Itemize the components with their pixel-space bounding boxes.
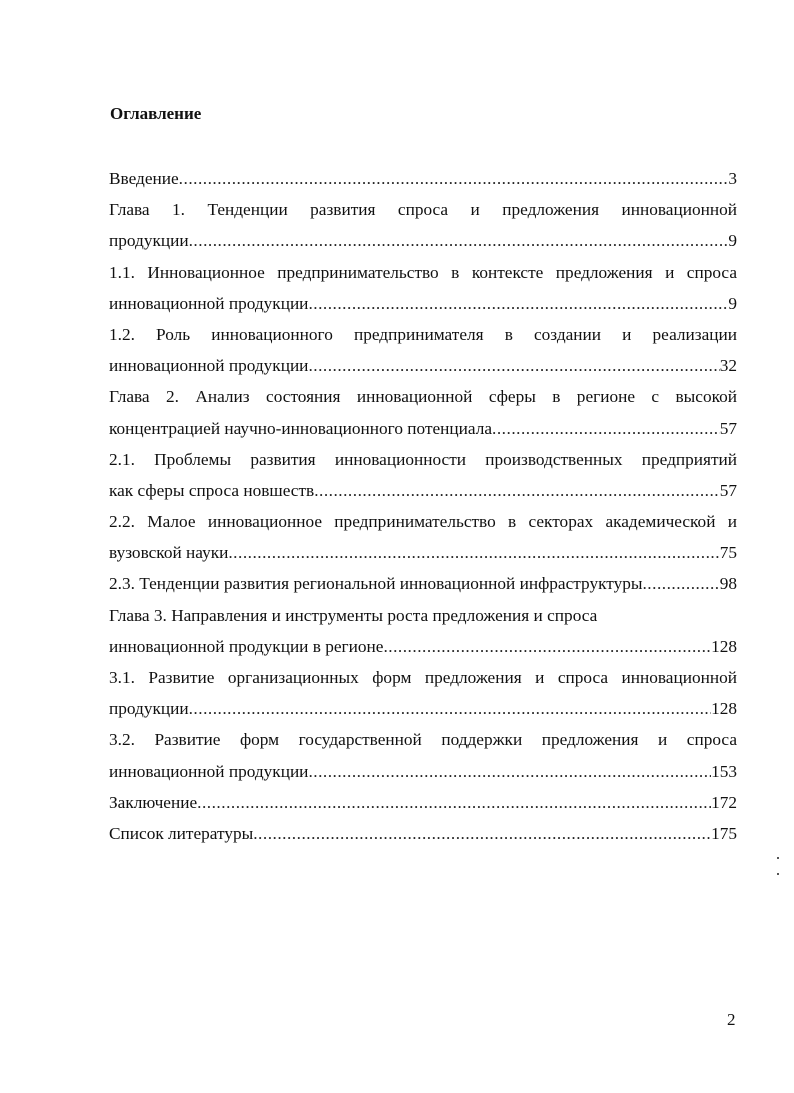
table-of-contents (109, 163, 737, 849)
toc-line (109, 787, 737, 818)
toc-entry-text: инновационной продукции (109, 761, 309, 781)
toc-entry-text: вузовской науки (109, 543, 229, 563)
toc-line (109, 506, 737, 537)
dot-leader (492, 413, 720, 444)
dot-leader (179, 163, 729, 194)
toc-line (109, 413, 737, 444)
toc-line (109, 475, 737, 506)
toc-entry (109, 600, 737, 662)
toc-entry (109, 319, 737, 381)
toc-page-number: 3 (728, 169, 737, 188)
dot-leader (308, 350, 719, 381)
toc-entry-text: Глава 1. Тенденции развития спроса и предложения инновационной (109, 200, 737, 220)
toc-line (109, 631, 737, 662)
toc-entry-text: 3.1. Развитие организационных форм предложения и спроса инновационной (109, 668, 737, 687)
toc-line (109, 381, 737, 412)
toc-entry-text: продукции (109, 699, 189, 719)
toc-page-number: 57 (719, 480, 737, 500)
toc-line (109, 194, 737, 225)
toc-page-number: 175 (711, 823, 737, 843)
toc-entry-text: Глава 2. Анализ состояния инновационной сферы в регионе с высокой (109, 387, 737, 407)
toc-entry-text: Введение (109, 169, 179, 188)
toc-entry-text: 1.1. Инновационное предпринимательство в контексте предложения и спроса (109, 262, 737, 282)
toc-entry-text: продукции (109, 231, 189, 251)
toc-entry-text: Глава 3. Направления и инструменты роста предложения и спроса (109, 605, 598, 625)
toc-line (109, 693, 737, 724)
toc-entry-text: Список литературы (109, 823, 254, 843)
dot-leader (308, 756, 711, 787)
toc-entry (109, 724, 737, 786)
dot-leader (197, 787, 711, 818)
toc-entry-text: Заключение (109, 792, 198, 812)
toc-entry-text: 2.1. Проблемы развития инновационности производственных предприятий (109, 449, 737, 469)
toc-entry-text: как сферы спроса новшеств (109, 480, 315, 500)
toc-entry (109, 444, 737, 506)
toc-entry-text: 2.3. Тенденции развития региональной инновационной инфраструктуры (109, 574, 643, 594)
toc-entry (109, 381, 737, 443)
toc-page-number: 98 (719, 574, 737, 594)
page-number: 2 (727, 1010, 736, 1029)
toc-line (109, 225, 737, 256)
dot-leader (228, 537, 719, 568)
toc-entry-text: инновационной продукции (109, 356, 309, 376)
toc-line (109, 662, 737, 693)
toc-entry-text: концентрацией научно-инновационного потенциала (109, 418, 493, 438)
dot-leader (308, 288, 728, 319)
toc-entry (109, 818, 737, 849)
toc-line (109, 350, 737, 381)
margin-mark (777, 857, 779, 859)
dot-leader (253, 818, 711, 849)
dot-leader (189, 225, 729, 256)
toc-page-number: 57 (719, 418, 737, 438)
toc-entry (109, 163, 737, 194)
toc-line (109, 288, 737, 319)
toc-page-number: 128 (711, 636, 737, 656)
toc-entry-text: инновационной продукции (109, 293, 309, 313)
dot-leader (314, 475, 720, 506)
toc-page-number: 9 (728, 293, 737, 313)
toc-entry-text: инновационной продукции в регионе (109, 636, 384, 656)
toc-line (109, 257, 737, 288)
toc-entry-text: 2.2. Малое инновационное предпринимательство в секторах академической и (109, 512, 737, 532)
dot-leader (383, 631, 711, 662)
dot-leader (189, 693, 711, 724)
toc-page-number: 32 (719, 356, 737, 376)
toc-entry (109, 568, 737, 599)
toc-entry-text: 1.2. Роль инновационного предпринимателя в создании и реализации (109, 324, 737, 344)
toc-line (109, 319, 737, 350)
toc-entry-text: 3.2. Развитие форм государственной поддержки предложения и спроса (109, 730, 737, 750)
toc-page-number: 75 (719, 543, 737, 563)
toc-page-number: 153 (711, 761, 737, 781)
toc-line (109, 444, 737, 475)
toc-page-number: 9 (728, 231, 737, 251)
toc-entry (109, 257, 737, 319)
toc-line (109, 163, 737, 194)
toc-page-number: 128 (711, 699, 737, 719)
toc-line (109, 537, 737, 568)
toc-line (109, 600, 737, 631)
toc-entry (109, 194, 737, 256)
toc-line (109, 756, 737, 787)
dot-leader (642, 568, 719, 599)
toc-line (109, 568, 737, 599)
toc-heading: Оглавление (110, 104, 202, 123)
toc-line (109, 818, 737, 849)
toc-entry (109, 787, 737, 818)
margin-mark (777, 873, 779, 875)
toc-entry (109, 662, 737, 724)
toc-page-number: 172 (711, 792, 737, 812)
toc-line (109, 724, 737, 755)
toc-entry (109, 506, 737, 568)
